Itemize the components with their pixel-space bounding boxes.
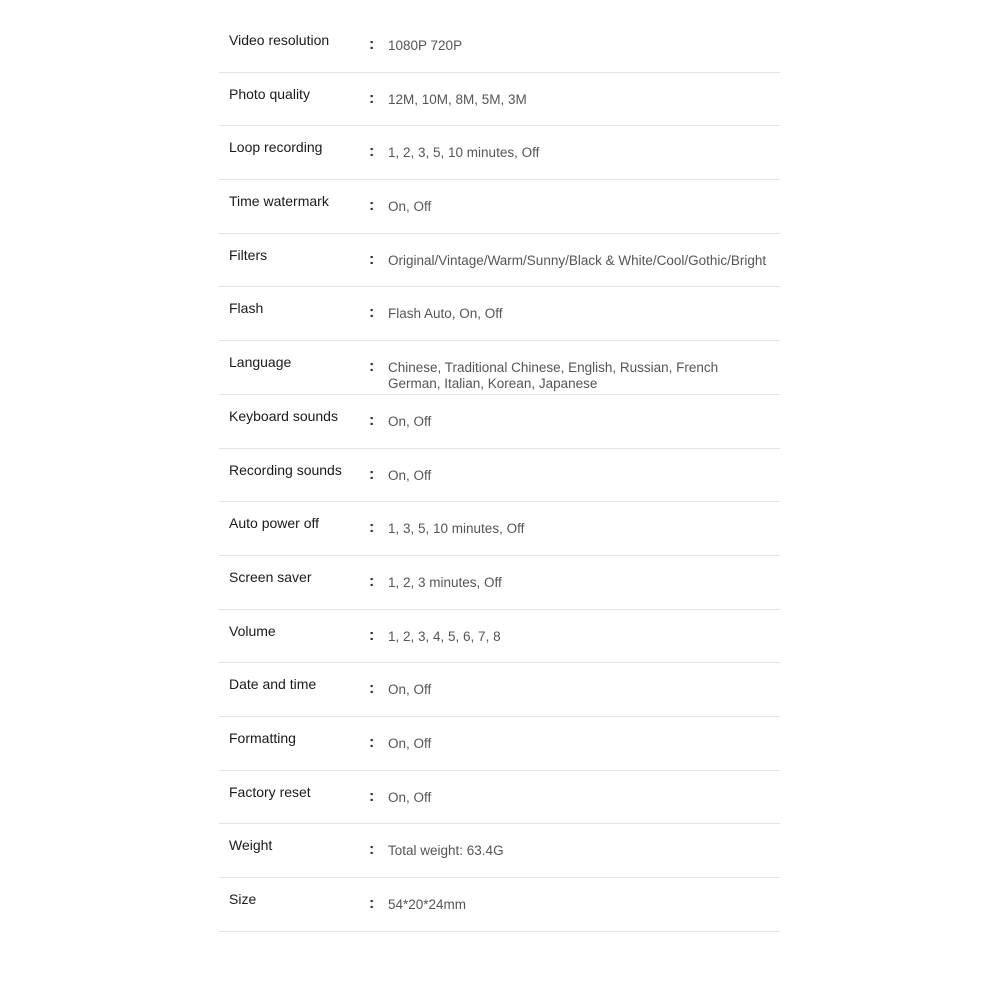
- spec-value-line: 1, 2, 3, 4, 5, 6, 7, 8: [388, 628, 501, 644]
- spec-label: Loop recording: [229, 139, 323, 156]
- spec-label: Factory reset: [229, 783, 311, 800]
- spec-separator: :: [369, 250, 375, 268]
- spec-row: [219, 73, 780, 127]
- spec-value-line: Total weight: 63.4G: [388, 843, 504, 859]
- spec-row: [219, 234, 780, 288]
- spec-value-line: Original/Vintage/Warm/Sunny/Black & White/Cool/Gothic/Bright: [388, 252, 767, 268]
- spec-label: Auto power off: [229, 515, 320, 532]
- spec-value: [388, 843, 504, 859]
- spec-separator: :: [369, 143, 375, 161]
- spec-value-line: 1, 2, 3, 5, 10 minutes, Off: [388, 145, 540, 161]
- spec-row: [219, 395, 780, 449]
- spec-value-line: German, Italian, Korean, Japanese: [388, 375, 598, 391]
- spec-value-line: 1, 2, 3 minutes, Off: [388, 574, 502, 590]
- spec-value: [388, 253, 766, 269]
- spec-label: Flash: [229, 300, 264, 317]
- spec-separator: :: [369, 358, 375, 376]
- spec-separator: :: [369, 304, 375, 322]
- spec-value: [388, 468, 431, 484]
- spec-separator: :: [369, 680, 375, 698]
- spec-separator: :: [369, 787, 375, 805]
- spec-label: Volume: [229, 622, 276, 639]
- spec-value: [388, 92, 527, 108]
- spec-value-line: On, Off: [388, 682, 432, 698]
- spec-value-line: Chinese, Traditional Chinese, English, Russian, French: [388, 360, 719, 376]
- spec-value-line: 1, 3, 5, 10 minutes, Off: [388, 521, 525, 537]
- spec-value: [388, 736, 431, 752]
- spec-value-line: 12M, 10M, 8M, 5M, 3M: [388, 91, 527, 107]
- spec-row: [219, 663, 780, 717]
- spec-value-line: On, Off: [388, 789, 432, 805]
- spec-table: [219, 19, 780, 932]
- spec-label: Filters: [229, 246, 268, 263]
- spec-value: [388, 521, 524, 537]
- spec-separator: :: [369, 89, 375, 107]
- spec-separator: :: [369, 626, 375, 644]
- spec-separator: :: [369, 465, 375, 483]
- spec-row: [219, 717, 780, 771]
- spec-value-line: On, Off: [388, 467, 432, 483]
- spec-label: Language: [229, 354, 292, 371]
- spec-value: [388, 38, 462, 54]
- spec-row: [219, 771, 780, 825]
- spec-value-line: 54*20*24mm: [388, 897, 467, 912]
- spec-separator: :: [369, 733, 375, 751]
- spec-value-line: On, Off: [388, 199, 432, 215]
- spec-label: Photo quality: [229, 85, 310, 102]
- spec-value: [388, 790, 431, 806]
- spec-label: Weight: [229, 837, 273, 854]
- spec-row: [219, 126, 780, 180]
- spec-label: Date and time: [229, 676, 317, 693]
- spec-row: [219, 449, 780, 503]
- spec-separator: :: [369, 411, 375, 429]
- spec-row: [219, 824, 780, 878]
- spec-value: [388, 629, 501, 645]
- spec-label: Keyboard sounds: [229, 407, 338, 424]
- spec-value-line: On, Off: [388, 413, 432, 429]
- spec-value: [388, 360, 718, 391]
- spec-separator: :: [369, 36, 375, 53]
- spec-row: [219, 610, 780, 664]
- spec-separator: :: [369, 841, 375, 859]
- spec-row: [219, 180, 780, 234]
- spec-value: [388, 897, 466, 913]
- spec-row: [219, 556, 780, 610]
- spec-row: [219, 19, 780, 73]
- spec-row: [219, 878, 780, 932]
- spec-value: [388, 682, 431, 698]
- spec-value: [388, 575, 502, 591]
- spec-label: Size: [229, 891, 257, 907]
- spec-label: Formatting: [229, 729, 296, 746]
- spec-row: [219, 287, 780, 341]
- spec-separator: :: [369, 572, 375, 590]
- spec-row: [219, 341, 780, 395]
- spec-label: Time watermark: [229, 193, 329, 210]
- spec-value-line: Flash Auto, On, Off: [388, 306, 503, 322]
- spec-value: [388, 414, 431, 430]
- spec-separator: :: [369, 519, 375, 537]
- spec-separator: :: [369, 895, 375, 912]
- spec-value-line: 1080P 720P: [388, 38, 463, 53]
- spec-value-line: On, Off: [388, 735, 432, 751]
- spec-value: [388, 199, 431, 215]
- spec-row: [219, 502, 780, 556]
- spec-label: Recording sounds: [229, 461, 342, 478]
- spec-value: [388, 145, 539, 161]
- spec-label: Video resolution: [229, 32, 330, 48]
- spec-value: [388, 306, 503, 322]
- spec-separator: :: [369, 197, 375, 215]
- spec-label: Screen saver: [229, 568, 312, 585]
